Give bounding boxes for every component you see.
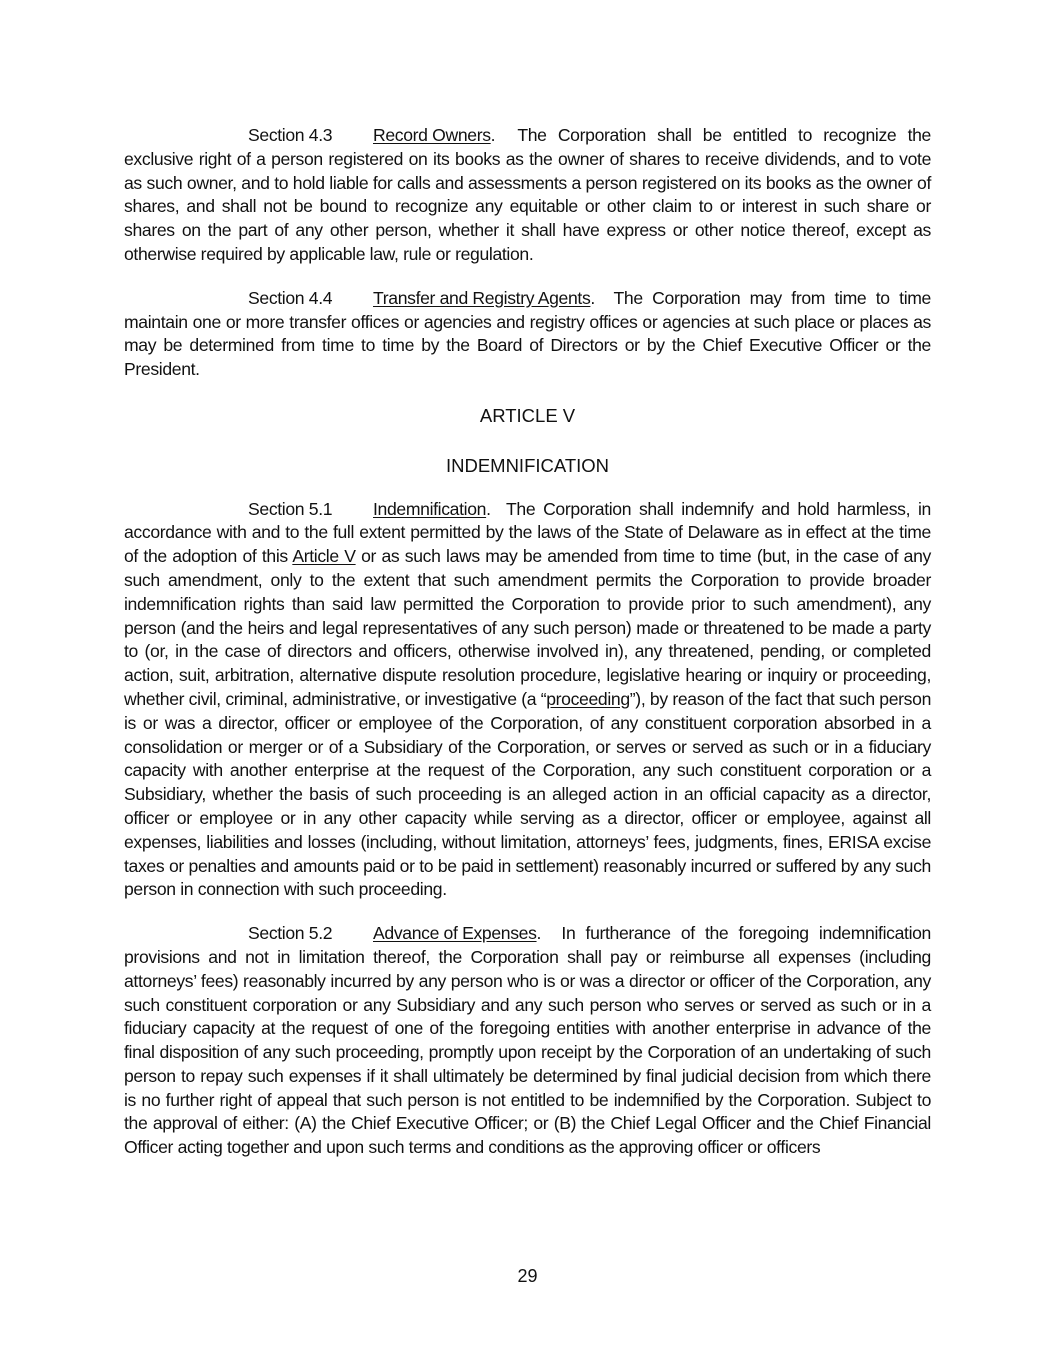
section-body-part-c: ”), by reason of the fact that such person is or was a director, officer or employee of the Corporation, of any constituent corporation absorbed in a consolidation or merger or of a Subsidiary of the Corporation, or serves or served as such or in a fiduciary capacity with another enterprise at the request of the Corporation, any such constituent corporation or a Subsidiary, whether the basis of such proceeding is an alleged action in an official capacity as a director, officer or employee or in any other capacity while serving as a director, officer or employee, against all expenses, liabilities and losses (including, without limitation, attorneys’ fees, judgments, fines, ERISA excise taxes or penalties and amounts paid or to be paid in settlement) reasonably incurred or suffered by any such person in connection with such proceeding. [124, 688, 932, 900]
section-number: Section 5.1 [248, 498, 333, 519]
section-4-3 [124, 124, 931, 267]
section-title: Indemnification [373, 498, 487, 519]
section-5-2-heading: Section 5.2 Advance of Expenses. [248, 922, 541, 946]
section-body-part-b: or as such laws may be amended from time to time (but, in the case of any such amendment, only to the extent that such amendment permits the Corporation to provide broader indemnification rights than said law permitted the Corporation to provide prior to such amendment), any person (and the heirs and legal representatives of any such person) made or threatened to be made a party to (or, in the case of directors and officers, otherwise involved in), any threatened, pending, or completed action, suit, arbitration, alternative dispute resolution procedure, legislative hearing or inquiry or proceeding, whether civil, criminal, administrative, or investigative (a “ [124, 546, 931, 709]
section-5-2 [124, 922, 931, 1160]
section-title: Advance of Expenses [373, 923, 537, 944]
article-reference: Article V [292, 546, 356, 567]
section-4-3-heading: Section 4.3 Record Owners. [248, 124, 495, 148]
section-body: The Corporation may from time to time maintain one or more transfer offices or agencies and registry offices or agencies at such place or places as may be determined from time to time by the Board of Directors or by the Chief Executive Officer or the President. [124, 287, 931, 380]
section-body: The Corporation shall be entitled to recognize the exclusive right of a person registered on its books as the owner of shares to receive dividends, and to vote as such owner, and to hold liable for calls and assessments a person registered on its books as the owner of shares, and shall not be bound to recognize any equitable or other claim to or interest in such share or shares on the part of any other person, whether it shall have express or other notice thereof, except as otherwise required by applicable law, rule or regulation. [124, 125, 931, 264]
section-5-1 [124, 498, 931, 903]
section-title: Transfer and Registry Agents [373, 287, 591, 308]
section-number: Section 4.3 [248, 125, 333, 145]
defined-term: proceeding [546, 688, 630, 709]
article-title: INDEMNIFICATION [445, 454, 610, 476]
article-number: ARTICLE V [479, 404, 576, 426]
page-number: 29 [517, 1266, 538, 1286]
section-4-4 [124, 287, 931, 382]
section-4-4-heading: Section 4.4 Transfer and Registry Agents. [248, 287, 595, 311]
section-title: Record Owners [373, 125, 491, 145]
document-page [124, 124, 931, 1160]
section-body-part-a: The Corporation shall indemnify and hold harmless, in accordance with and to the full extent permitted by the laws of the State of Delaware as in effect at the time of the adoption of this [124, 498, 931, 567]
section-number: Section 4.4 [248, 287, 333, 308]
section-body: In furtherance of the foregoing indemnification provisions and not in limitation thereof, the Corporation shall pay or reimburse all expenses (including attorneys’ fees) reasonably incurred by any person who is or was a director or officer of the Corporation, any such constituent corporation or any Subsidiary and any such person who serves or served as such or in a fiduciary capacity at the request of one of the foregoing entities with another enterprise in advance of the final disposition of any such proceeding, promptly upon receipt by the Corporation of an undertaking of such person to repay such expenses if it shall ultimately be determined by final judicial decision from which there is no further right of appeal that such person is not entitled to be indemnified by the Corporation. Subject to the approval of either: (A) the Chief Executive Officer; or (B) the Chief Legal Officer and the Chief Financial Officer acting together and upon such terms and conditions as the approving officer or officers [124, 923, 931, 1158]
section-5-1-heading: Section 5.1 Indemnification. [248, 498, 491, 522]
section-number: Section 5.2 [248, 923, 333, 944]
